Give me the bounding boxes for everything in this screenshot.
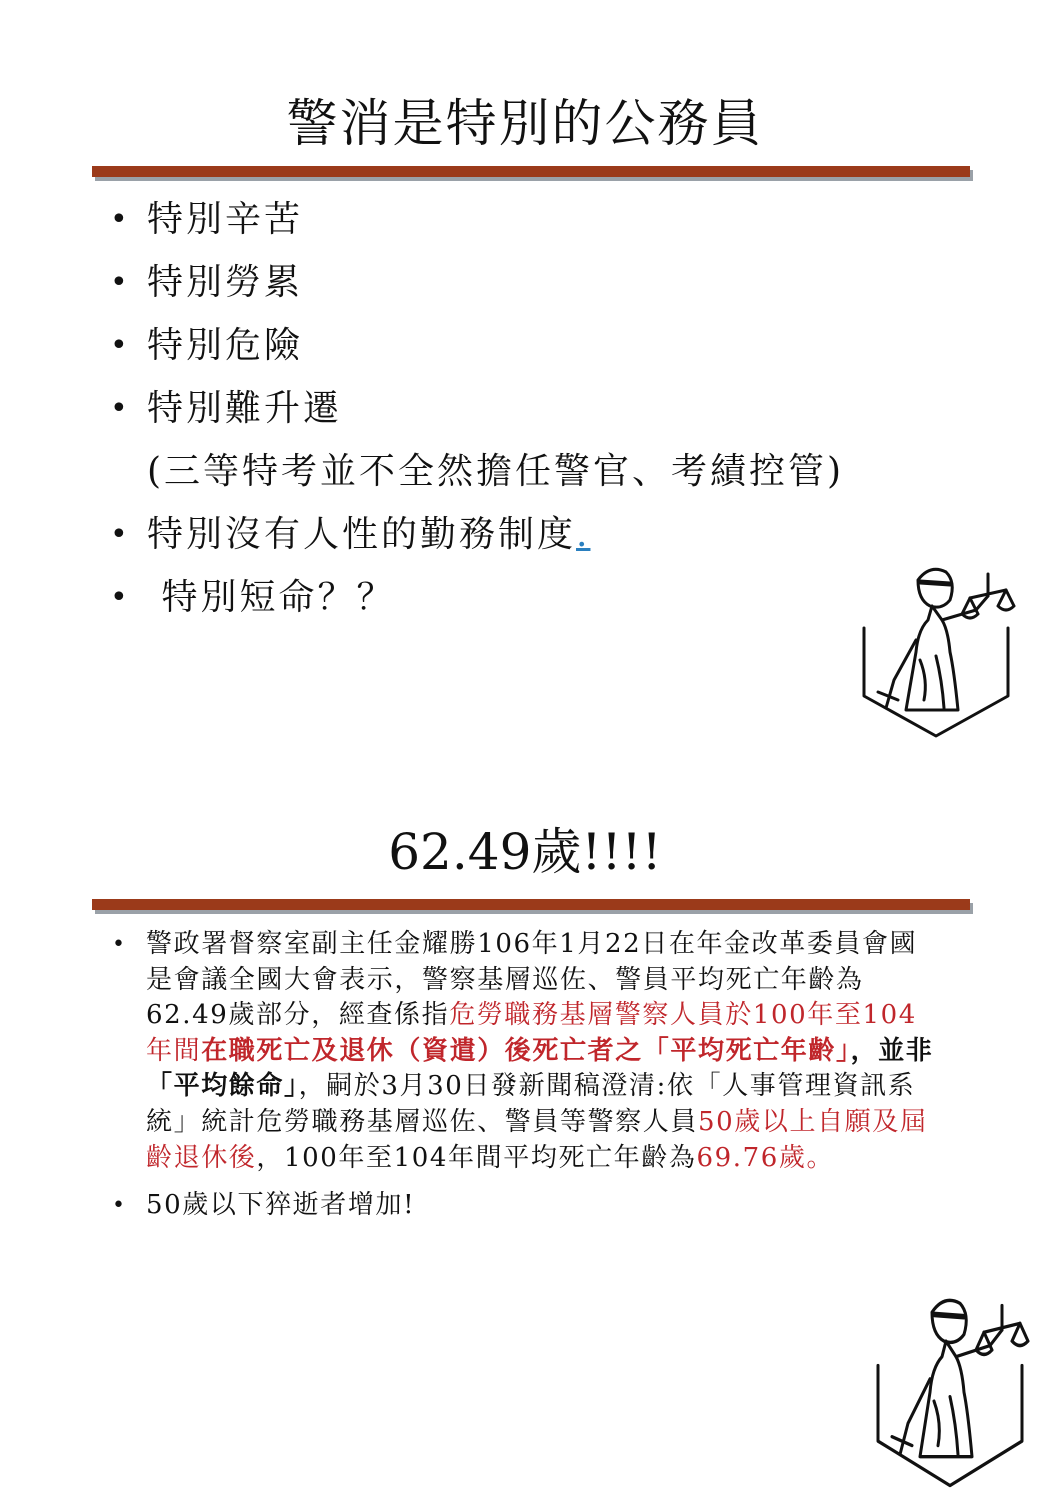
bullet-item: • 特別短命？？ [110,577,396,618]
title-rule [92,166,970,177]
bullet-item: • 特別危險 [110,325,304,366]
lady-justice-icon [858,560,1016,740]
slide-2 [0,760,1050,1497]
bullet-item: • 特別辛苦 [110,199,304,240]
bullet-item: • 特別勞累 [110,262,304,303]
link[interactable]: . [576,514,591,555]
lady-justice-icon [872,1290,1030,1490]
title-rule [92,899,970,910]
bullet-item: • 特別難升遷 [110,388,343,429]
bullet-item: • 警政署督察室副主任金耀勝106年1月22日在年金改革委員會國是會議全國大會表示，警察基層巡佐、警員平均死亡年齡為62.49歲部分，經查係指危勞職務基層警察人員於100年至104年間在職死亡及退休（資遣）後死亡者之「平均死亡年齡」，並非「平均餘命」，嗣於3月30日發新聞稿澄清:依「人事管理資訊系統」統計危勞職務基層巡佐、警員等警察人員50歲以上自願及屆齡退休後，100年至104年間平均死亡年齡為69.76歲。 [112,929,934,1173]
slide-2-bullets [112,927,942,1224]
bullet-note: (三等特考並不全然擔任警官、考績控管) [147,451,845,492]
slide-1-title: 警消是特別的公務員 [286,95,764,154]
slide-1-bullets [110,197,844,638]
slide-2-title: 62.49歲!!!! [388,823,662,881]
bullet-item: • 50歲以下猝逝者增加! [112,1190,416,1221]
bullet-item: • 特別沒有人性的勤務制度. [110,514,591,555]
